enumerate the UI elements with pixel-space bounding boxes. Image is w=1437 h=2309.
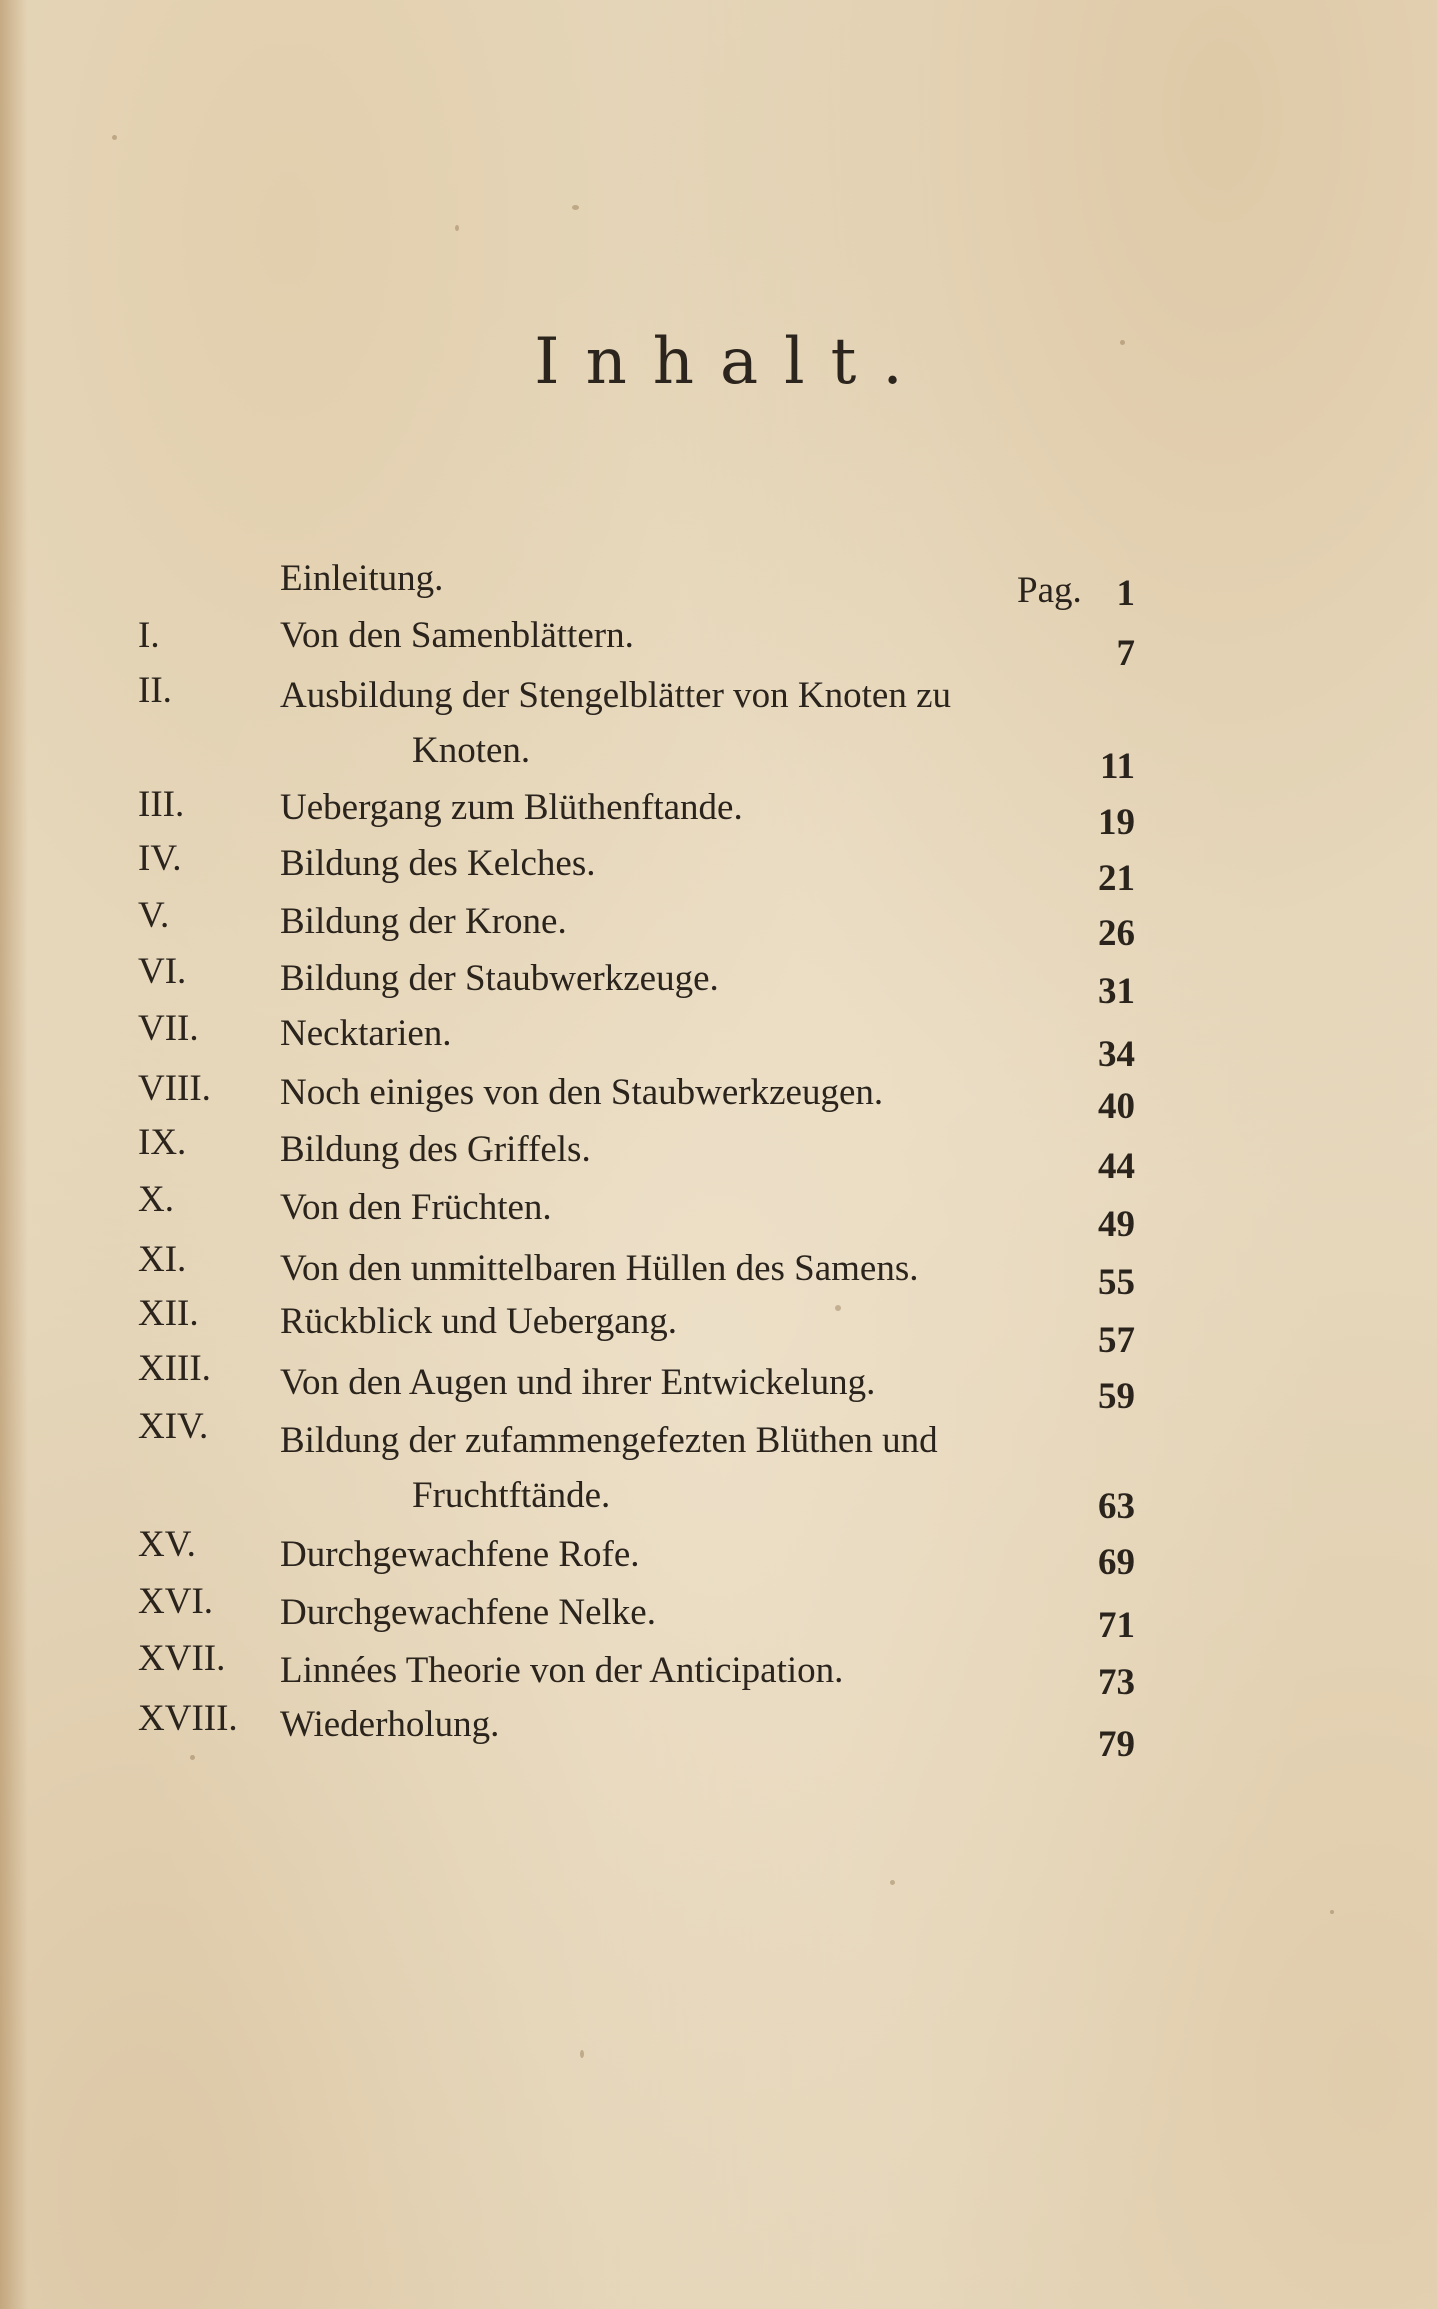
toc-entry-page: 73 — [1098, 1662, 1135, 1703]
paper-speckle — [190, 1755, 195, 1760]
toc-entry-text: Von den Samenblättern. — [280, 615, 634, 656]
toc-entry-text: Ausbildung der Stengelblätter von Knoten zu — [280, 675, 952, 716]
paper-speckle — [580, 2050, 584, 2058]
paper-speckle — [455, 225, 459, 231]
paper-speckle — [112, 135, 117, 140]
toc-entry-page: 49 — [1098, 1204, 1135, 1245]
toc-entry-number: XI. — [138, 1239, 187, 1280]
toc-entry-page: 31 — [1098, 971, 1135, 1012]
toc-entry-number: VIII. — [138, 1068, 211, 1109]
toc-entry-text: Rückblick und Uebergang. — [280, 1301, 677, 1342]
paper-speckle — [890, 1880, 895, 1885]
toc-entry-page: 55 — [1098, 1262, 1135, 1303]
paper-speckle — [1120, 340, 1125, 345]
toc-entry-page: 1 — [1116, 573, 1135, 614]
paper-speckle — [572, 205, 579, 210]
paper-speckle — [835, 1305, 841, 1311]
toc-entry-text: Necktarien. — [280, 1013, 452, 1054]
toc-entry-number: IX. — [138, 1122, 187, 1163]
page-title: Inhalt. — [534, 325, 929, 399]
toc-entry-text: Linnées Theorie von der Anticipation. — [280, 1650, 844, 1691]
toc-entry-text: Wiederholung. — [280, 1704, 500, 1745]
toc-entry-number: II. — [138, 670, 172, 711]
toc-entry-number: XVI. — [138, 1581, 214, 1622]
toc-entry-page: 34 — [1098, 1034, 1135, 1075]
toc-entry-text: Bildung der Staubwerkzeuge. — [280, 958, 719, 999]
toc-entry-text: Von den Früchten. — [280, 1187, 552, 1228]
toc-entry-page: 19 — [1098, 802, 1135, 843]
toc-entry-page: 59 — [1098, 1376, 1135, 1417]
toc-entry-text-continued: Fruchtftände. — [412, 1475, 611, 1516]
toc-entry-page: 57 — [1098, 1320, 1135, 1361]
toc-entry-page: 44 — [1098, 1146, 1135, 1187]
toc-entry-text: Bildung der zufammengefezten Blüthen und — [280, 1420, 938, 1461]
toc-entry-text: Einleitung. — [280, 558, 444, 599]
toc-entry-page: 69 — [1098, 1542, 1135, 1583]
toc-entry-page: 7 — [1116, 633, 1135, 674]
toc-entry-page: 11 — [1100, 746, 1135, 787]
toc-entry-text: Bildung des Griffels. — [280, 1129, 591, 1170]
toc-entry-text: Bildung des Kelches. — [280, 843, 596, 884]
toc-entry-page: 79 — [1098, 1724, 1135, 1765]
toc-entry-text: Uebergang zum Blüthenftande. — [280, 787, 743, 828]
toc-entry-text: Bildung der Krone. — [280, 901, 567, 942]
toc-entry-number: V. — [138, 895, 170, 936]
toc-entry-text: Von den unmittelbaren Hüllen des Samens. — [280, 1248, 919, 1289]
toc-entry-page: 71 — [1098, 1605, 1135, 1646]
toc-entry-number: XVIII. — [138, 1698, 238, 1739]
paper-speckle — [1330, 1910, 1334, 1914]
toc-entry-page: 21 — [1098, 858, 1135, 899]
toc-entry-number: XIII. — [138, 1348, 211, 1389]
toc-entry-text: Noch einiges von den Staubwerkzeugen. — [280, 1072, 884, 1113]
toc-entry-number: XV. — [138, 1524, 196, 1565]
toc-entry-text: Durchgewachfene Nelke. — [280, 1592, 656, 1633]
toc-entry-number: XIV. — [138, 1406, 209, 1447]
toc-entry-text-continued: Knoten. — [412, 730, 531, 771]
toc-entry-number: I. — [138, 615, 160, 656]
toc-entry-number: X. — [138, 1179, 174, 1220]
toc-entry-page: 40 — [1098, 1086, 1135, 1127]
toc-entry-number: III. — [138, 784, 185, 825]
toc-entry-page: 26 — [1098, 913, 1135, 954]
toc-entry-number: XII. — [138, 1293, 199, 1334]
toc-entry-text: Von den Augen und ihrer Entwickelung. — [280, 1362, 876, 1403]
pag-label: Pag. — [1017, 570, 1082, 611]
toc-entry-number: XVII. — [138, 1638, 226, 1679]
toc-entry-number: IV. — [138, 838, 182, 879]
toc-entry-number: VI. — [138, 951, 187, 992]
toc-entry-number: VII. — [138, 1008, 199, 1049]
toc-entry-text: Durchgewachfene Rofe. — [280, 1534, 640, 1575]
toc-entry-page: 63 — [1098, 1486, 1135, 1527]
